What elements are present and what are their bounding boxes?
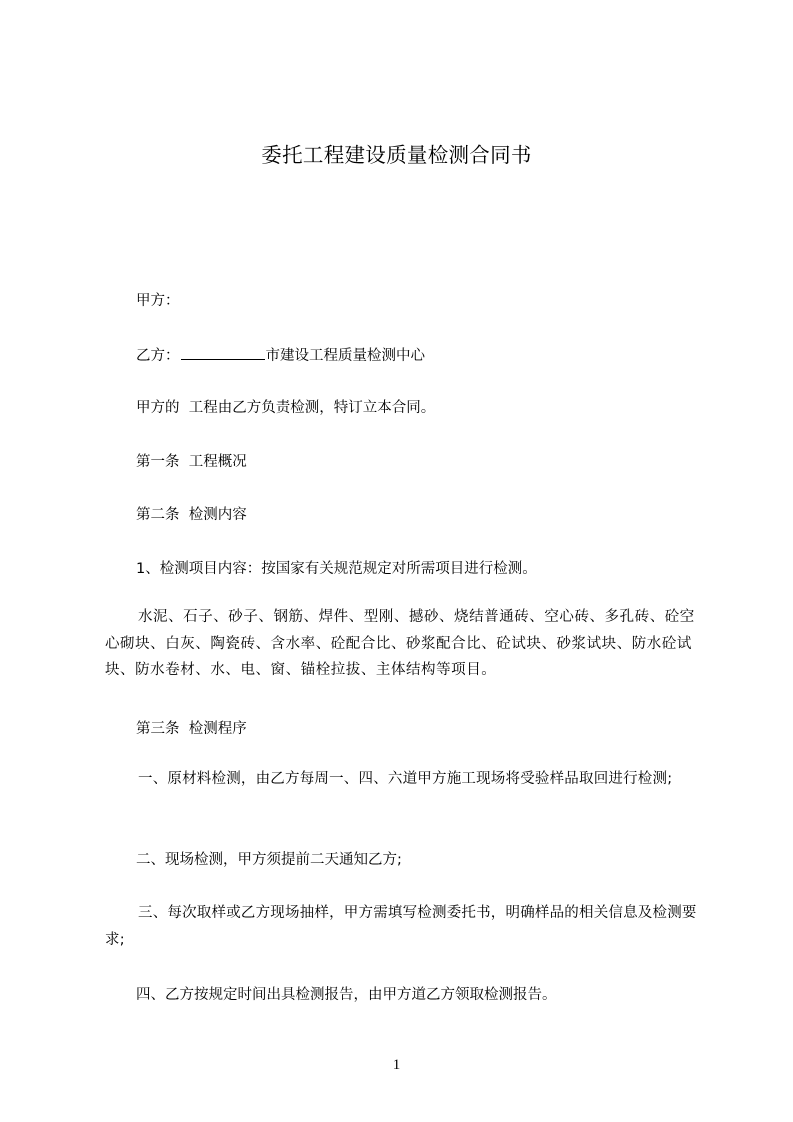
document-title: 委托工程建设质量检测合同书 — [261, 143, 532, 167]
article-3-heading: 第三条 检测程序 — [136, 721, 247, 737]
intro-line: 甲方的 工程由乙方负责检测，特订立本合同。 — [136, 400, 436, 416]
party-b-blank — [181, 344, 265, 360]
procedure-1-paragraph: 一、原材料检测，由乙方每周一、四、六道甲方施工现场将受验样品取回进行检测; — [138, 771, 673, 787]
party-b-line — [136, 344, 425, 366]
article-1-heading: 第一条 工程概况 — [136, 454, 247, 470]
party-b-prefix: 乙方： — [136, 348, 180, 364]
article-2-heading: 第二条 检测内容 — [136, 507, 247, 523]
item-1-line: 1、检测项目内容：按国家有关规范规定对所需项目进行检测。 — [136, 561, 537, 577]
party-a-line: 甲方： — [136, 293, 180, 309]
party-b-suffix: 市建设工程质量检测中心 — [265, 348, 425, 364]
procedure-4-line: 四、乙方按规定时间出具检测报告，由甲方道乙方领取检测报告。 — [136, 987, 557, 1003]
materials-paragraph: 水泥、石子、砂子、钢筋、焊件、型刚、撼砂、烧结普通砖、空心砖、多孔砖、砼空心砌块、白灰、陶瓷砖、含水率、砼配合比、砂浆配合比、砼试块、砂浆试块、防水砼试块、防水卷材、水、电、窗、锚栓拉拔、主体结构等项目。 — [105, 609, 695, 679]
page-number: 1 — [392, 1057, 401, 1073]
procedure-3-paragraph: 三、每次取样或乙方现场抽样，甲方需填写检测委托书，明确样品的相关信息及检测要求; — [105, 905, 697, 948]
procedure-2-line: 二、现场检测，甲方须提前二天通知乙方; — [136, 852, 402, 868]
